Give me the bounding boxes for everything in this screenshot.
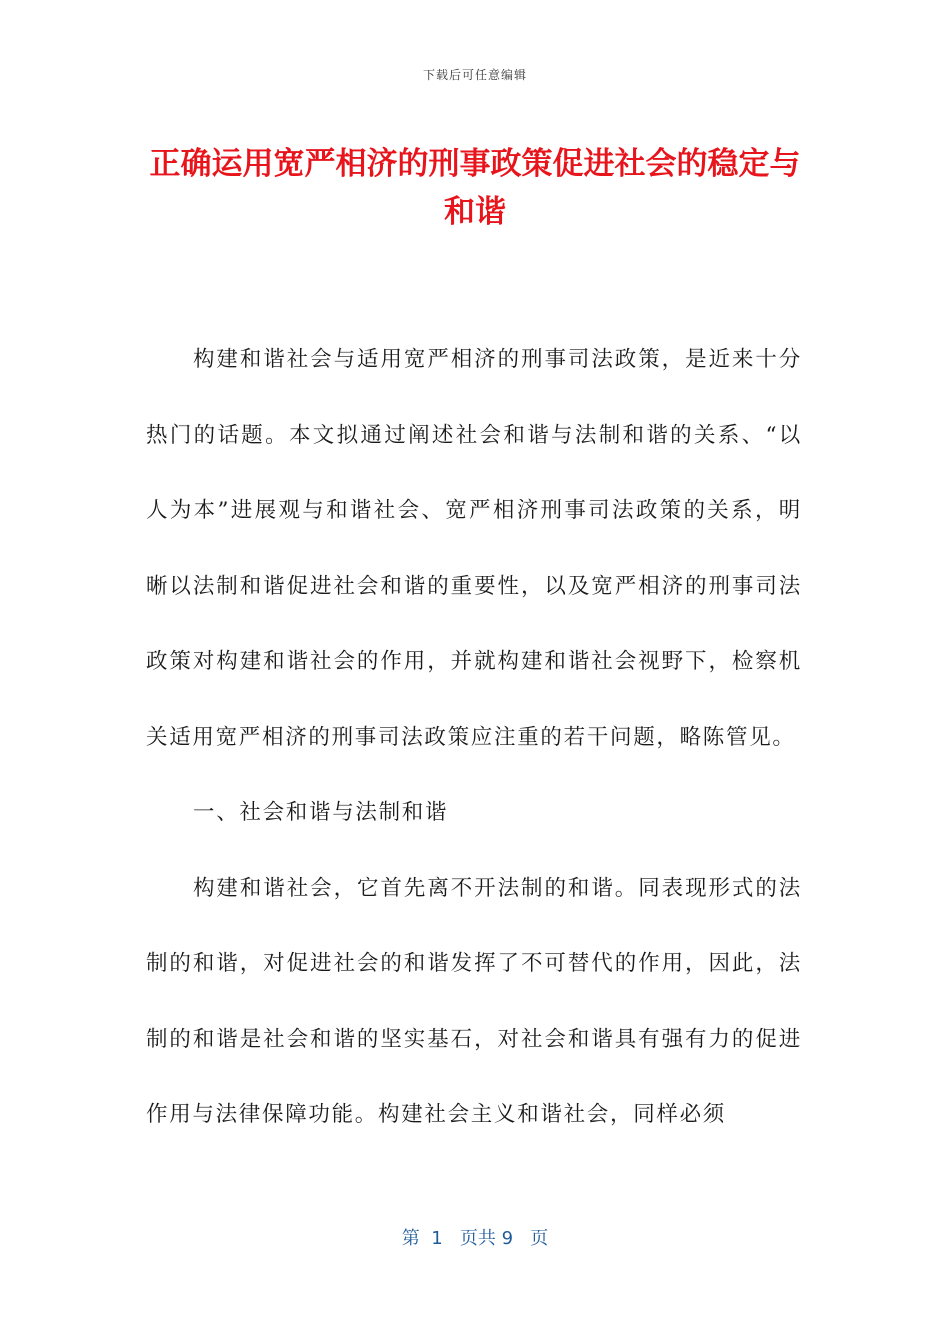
document-body xyxy=(146,322,802,1153)
page-number-footer: 第 1 页共 9 页 xyxy=(401,1228,549,1249)
header-note: 下载后可任意编辑 xyxy=(422,68,527,82)
paragraph-section-1: 构建和谐社会，它首先离不开法制的和谐。同表现形式的法制的和谐，对促进社会的和谐发挥了不可替代的作用，因此，法制的和谐是社会和谐的坚实基石，对社会和谐具有强有力的促进作用与法律保障功能。构建社会主义和谐社会，同样必须 xyxy=(146,875,802,1127)
section-heading: 一、社会和谐与法制和谐 xyxy=(193,800,449,825)
document-title: 正确运用宽严相济的刑事政策促进社会的稳定与和谐 xyxy=(149,146,801,230)
paragraph-intro: 构建和谐社会与适用宽严相济的刑事司法政策，是近来十分热门的话题。本文拟通过阐述社会和谐与法制和谐的关系、“以人为本”进展观与和谐社会、宽严相济刑事司法政策的关系，明晰以法制和谐促进社会和谐的重要性，以及宽严相济的刑事司法政策对构建和谐社会的作用，并就构建和谐社会视野下，检察机关适用宽严相济的刑事司法政策应注重的若干问题，略陈管见。 xyxy=(146,347,802,750)
